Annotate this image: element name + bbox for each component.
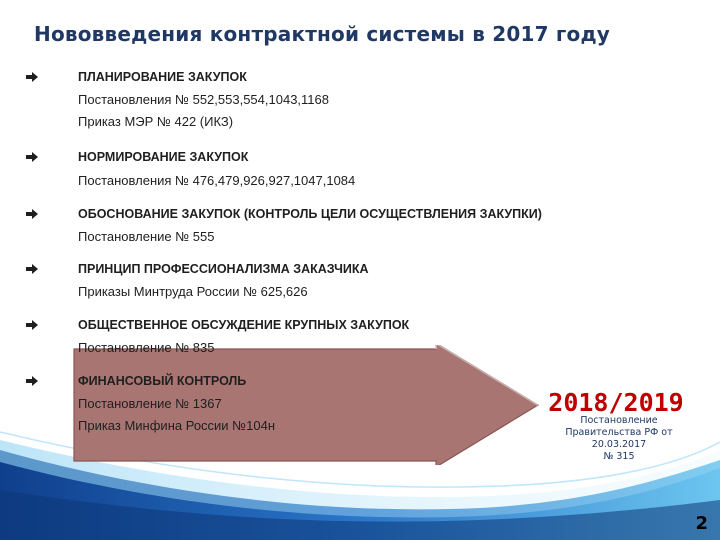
arrow-right-icon [26, 320, 38, 330]
bullet-heading: ПРИНЦИП ПРОФЕССИОНАЛИЗМА ЗАКАЗЧИКА [78, 262, 369, 276]
bullet-heading: НОРМИРОВАНИЕ ЗАКУПОК [78, 150, 249, 164]
bullet-line: Приказ МЭР № 422 (ИКЗ) [78, 114, 234, 129]
bullet-heading: ОБОСНОВАНИЕ ЗАКУПОК (КОНТРОЛЬ ЦЕЛИ ОСУЩЕСТВЛЕНИЯ ЗАКУПКИ) [78, 207, 542, 221]
page-title: Нововведения контрактной системы в 2017 году [34, 22, 611, 46]
resolution-line: 20.03.2017 [591, 439, 647, 450]
bullet-heading: ОБЩЕСТВЕННОЕ ОБСУЖДЕНИЕ КРУПНЫХ ЗАКУПОК [78, 318, 410, 332]
bullet-line: Приказы Минтруда России № 625,626 [78, 284, 308, 299]
page-number: 2 [695, 513, 708, 534]
arrow-right-icon [26, 152, 38, 162]
bullet-heading: ФИНАНСОВЫЙ КОНТРОЛЬ [78, 374, 247, 388]
bullet-line: Постановление № 555 [78, 229, 215, 244]
year-label: 2018/2019 [548, 388, 684, 417]
arrow-right-icon [26, 376, 38, 386]
bullet-heading: ПЛАНИРОВАНИЕ ЗАКУПОК [78, 70, 247, 84]
arrow-right-icon [26, 264, 38, 274]
bullet-line: Постановления № 476,479,926,927,1047,1084 [78, 173, 356, 188]
bullet-line: Постановление № 1367 [78, 396, 222, 411]
resolution-line: Постановление [580, 415, 658, 426]
arrow-right-icon [26, 209, 38, 219]
resolution-note [548, 415, 690, 463]
resolution-line: № 315 [603, 451, 635, 462]
bullet-line: Постановление № 835 [78, 340, 215, 355]
bullet-line: Постановления № 552,553,554,1043,1168 [78, 92, 329, 107]
arrow-right-icon [26, 72, 38, 82]
bullet-line: Приказ Минфина России №104н [78, 418, 275, 433]
resolution-line: Правительства РФ от [565, 427, 673, 438]
